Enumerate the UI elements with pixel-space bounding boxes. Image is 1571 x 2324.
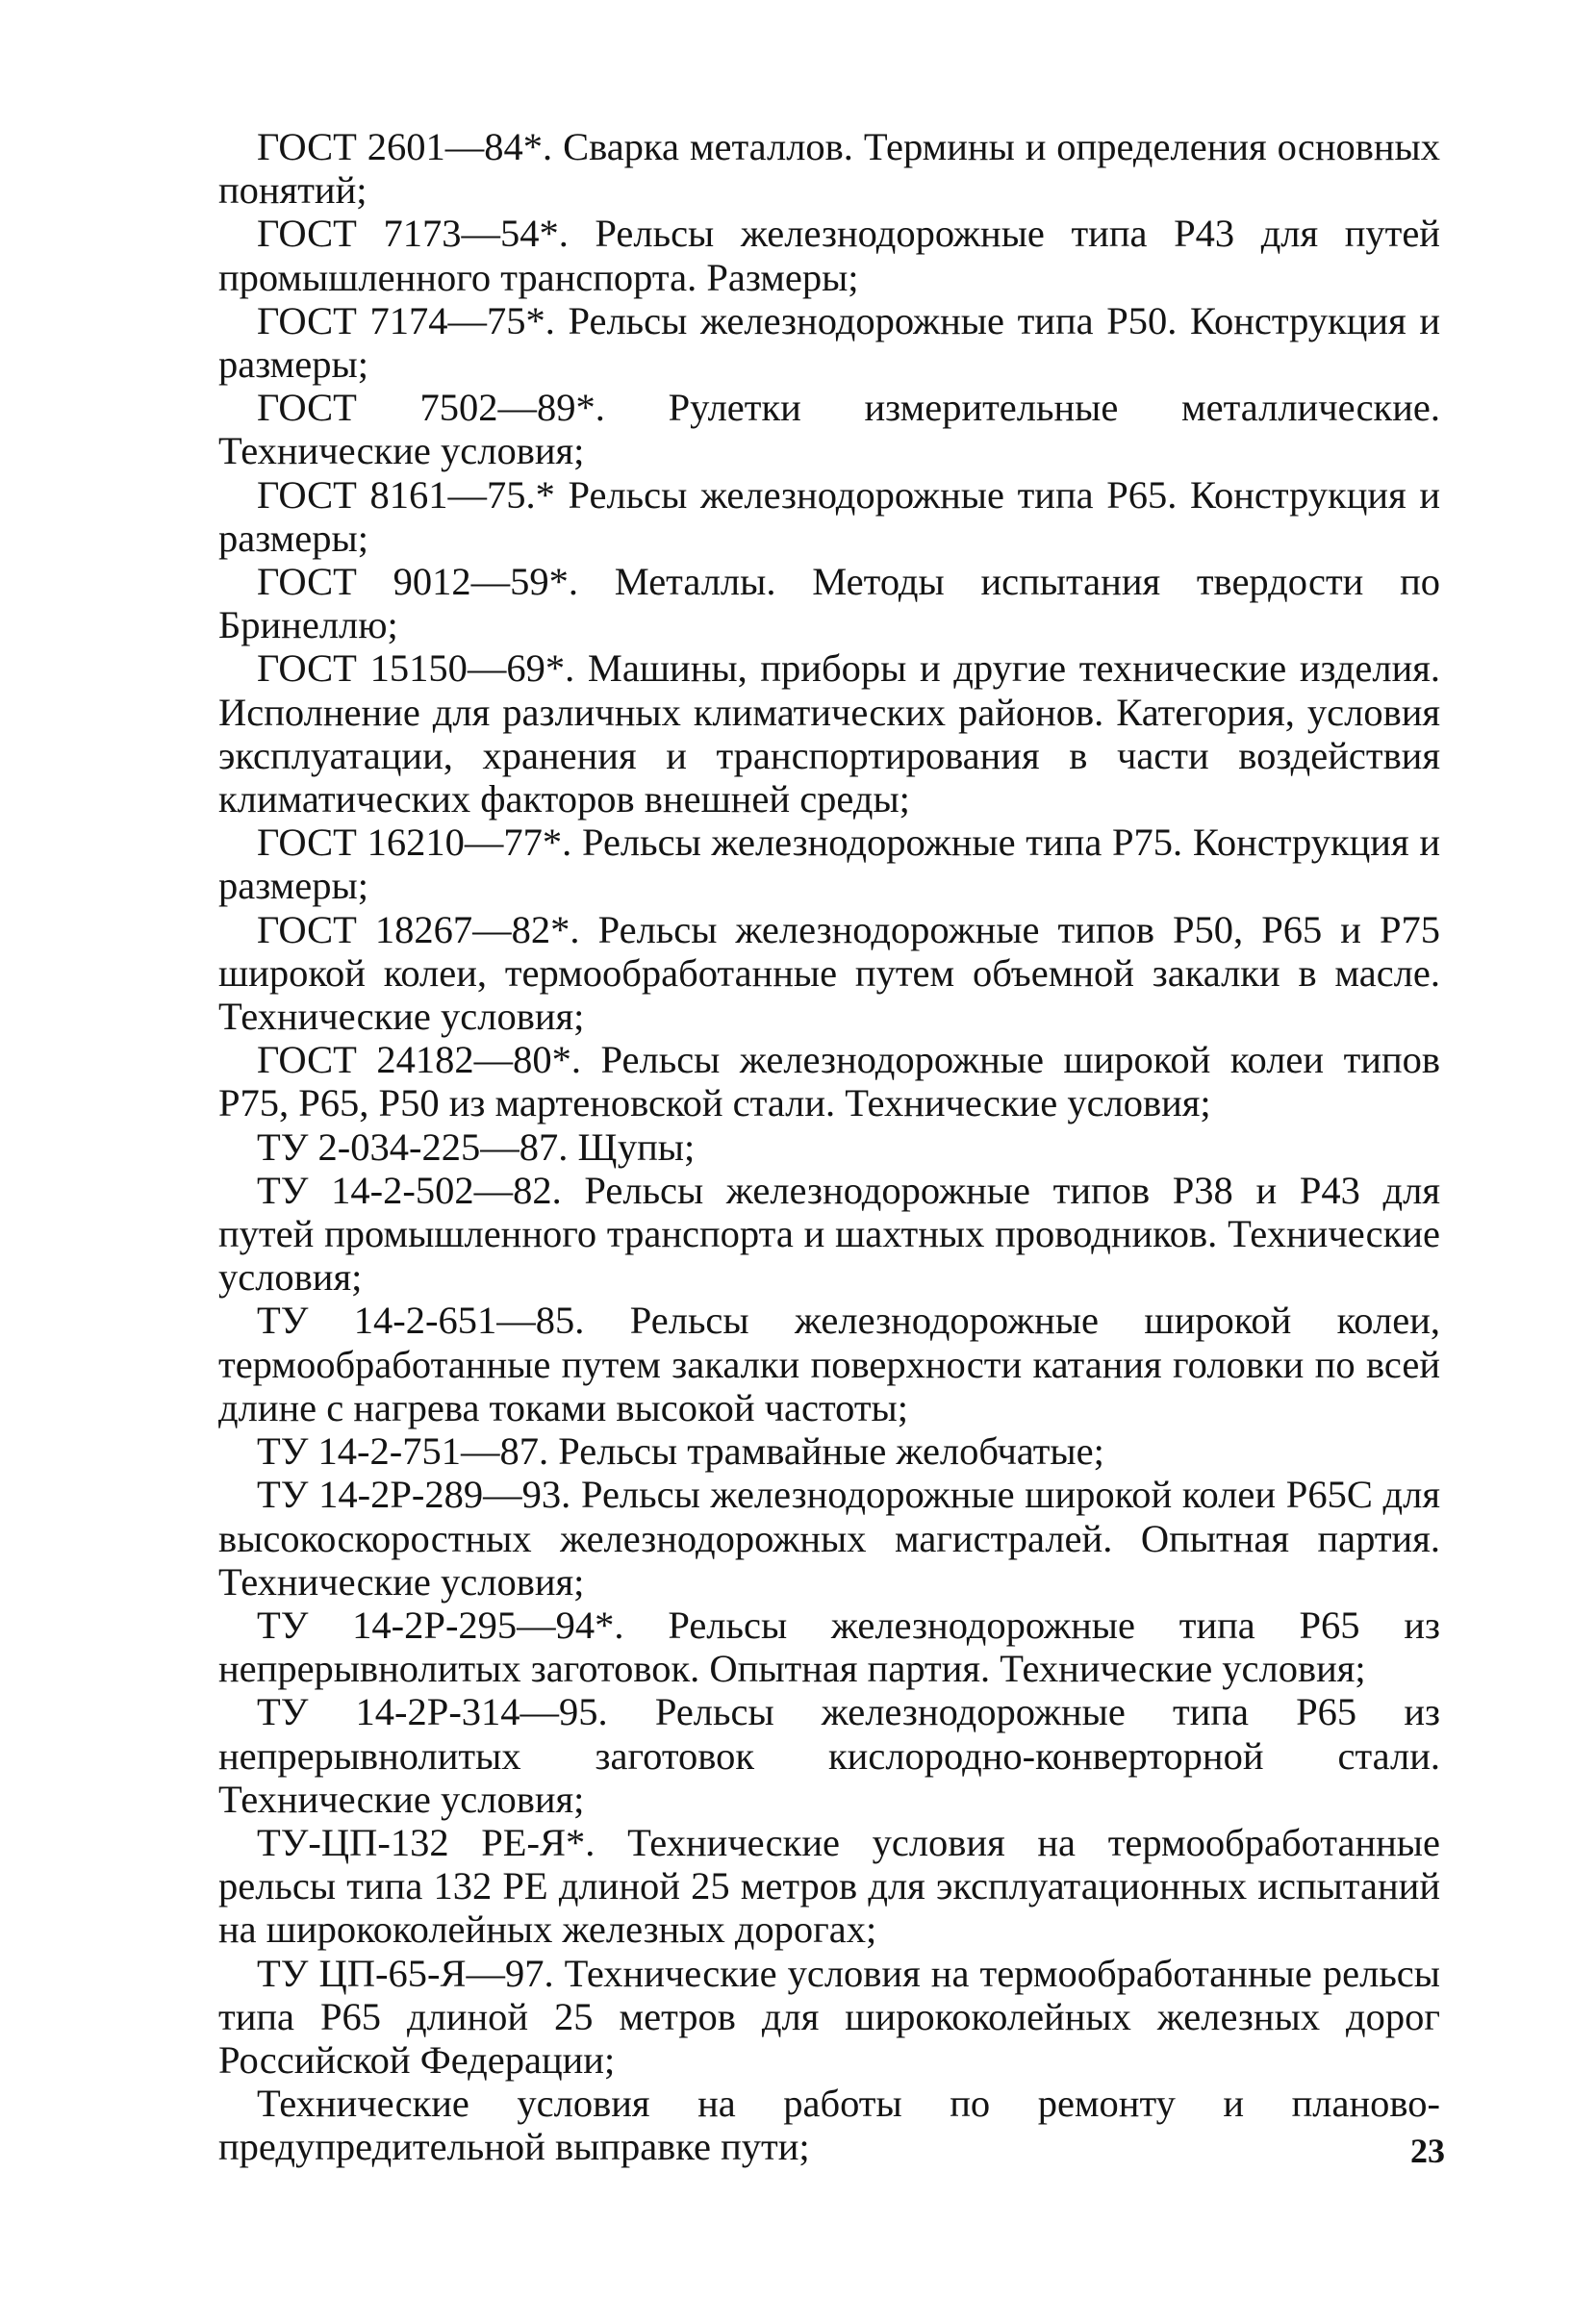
reference-entry: ГОСТ 16210—77*. Рельсы железнодорожные типа Р75. Конструкция и размеры;	[218, 821, 1440, 908]
reference-entry: ТУ 14-2-751—87. Рельсы трамвайные желобчатые;	[257, 1429, 1104, 1474]
reference-entry: ГОСТ 9012—59*. Металлы. Методы испытания твердости по Бринеллю;	[218, 560, 1440, 647]
reference-entry: Технические условия на работы по ремонту и планово-предупредительной выправке пути;	[218, 2082, 1440, 2169]
reference-entry: ТУ 14-2-502—82. Рельсы железнодорожные типов Р38 и Р43 для путей промышленного транспорта и шахтных проводников. Технические условия;	[218, 1168, 1440, 1300]
reference-list	[218, 125, 1440, 2169]
reference-entry: ГОСТ 24182—80*. Рельсы железнодорожные широкой колеи типов Р75, Р65, Р50 из мартеновской стали. Технические условия;	[218, 1038, 1440, 1125]
reference-entry: ГОСТ 18267—82*. Рельсы железнодорожные типов Р50, Р65 и Р75 широкой колеи, термообработанные путем объемной закалки в масле. Технические условия;	[218, 907, 1440, 1039]
reference-entry: ГОСТ 7173—54*. Рельсы железнодорожные типа Р43 для путей промышленного транспорта. Размеры;	[218, 212, 1440, 299]
reference-entry: ГОСТ 15150—69*. Машины, приборы и другие технические изделия. Исполнение для различных климатических районов. Категория, условия эксплуатации, хранения и транспортирования в части воздействия климатических факторов внешней среды;	[218, 646, 1440, 821]
reference-entry: ТУ 14-2Р-314—95. Рельсы железнодорожные типа Р65 из непрерывнолитых заготовок кислородно-конверторной стали. Технические условия;	[218, 1690, 1440, 1821]
reference-entry: ТУ 14-2Р-295—94*. Рельсы железнодорожные типа Р65 из непрерывнолитых заготовок. Опытная партия. Технические условия;	[218, 1603, 1440, 1691]
reference-entry: ТУ-ЦП-132 РЕ-Я*. Технические условия на термообработанные рельсы типа 132 РЕ длиной 25 метров для эксплуатационных испытаний на ширококолейных железных дорогах;	[218, 1820, 1440, 1952]
reference-entry: ГОСТ 7502—89*. Рулетки измерительные металлические. Технические условия;	[218, 386, 1440, 473]
reference-entry: ГОСТ 8161—75.* Рельсы железнодорожные типа Р65. Конструкция и размеры;	[218, 472, 1440, 560]
page-number: 23	[1410, 2132, 1445, 2170]
reference-entry: ГОСТ 7174—75*. Рельсы железнодорожные типа Р50. Конструкция и размеры;	[218, 298, 1440, 387]
reference-entry: ТУ ЦП-65-Я—97. Технические условия на термообработанные рельсы типа Р65 длиной 25 метров для ширококолейных железных дорог Российской Федерации;	[218, 1951, 1440, 2082]
reference-entry: ГОСТ 2601—84*. Сварка металлов. Термины и определения основных понятий;	[218, 125, 1440, 213]
reference-entry: ТУ 14-2-651—85. Рельсы железнодорожные широкой колеи, термообработанные путем закалки поверхности катания головки по всей длине с нагрева токами высокой частоты;	[218, 1299, 1440, 1429]
reference-entry: ТУ 2-034-225—87. Щупы;	[257, 1124, 696, 1169]
reference-entry: ТУ 14-2Р-289—93. Рельсы железнодорожные широкой колеи Р65С для высокоскоростных железнодорожных магистралей. Опытная партия. Технические условия;	[218, 1473, 1440, 1604]
